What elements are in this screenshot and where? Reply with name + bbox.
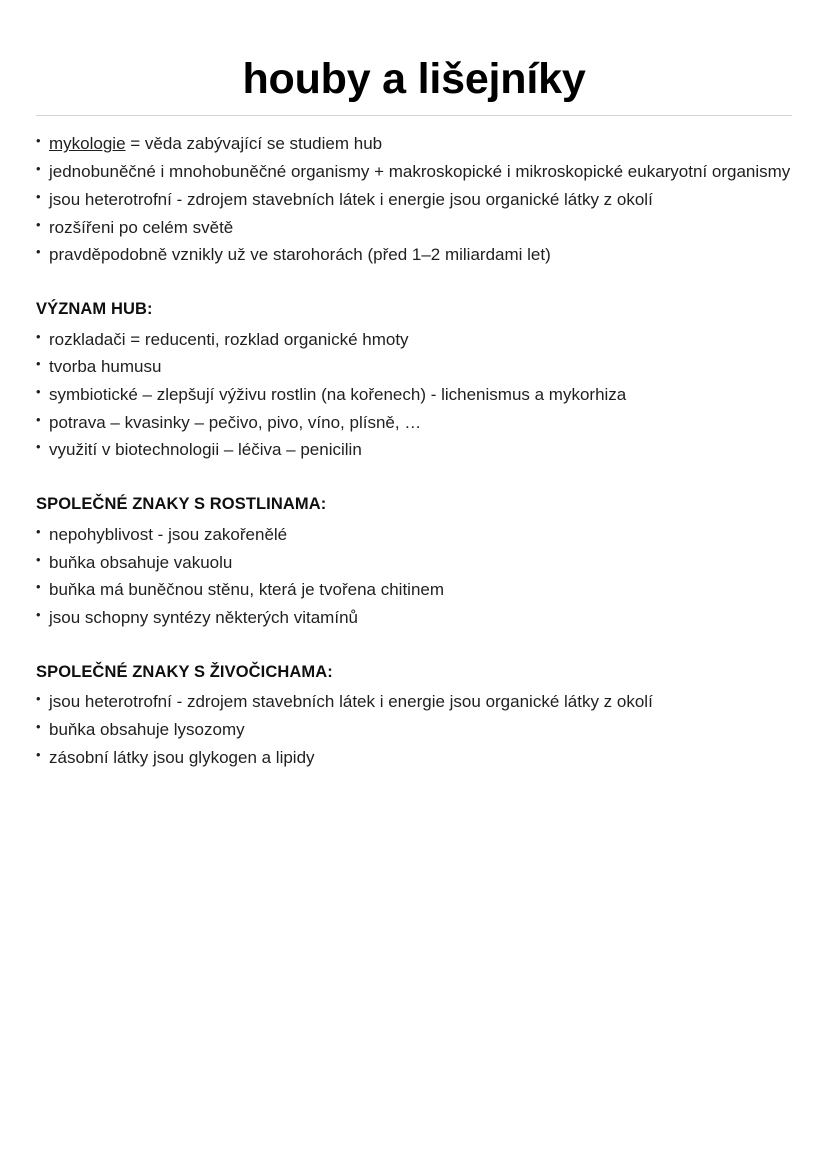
list-item: • nepohyblivost - jsou zakořenělé bbox=[36, 521, 792, 549]
list-item: • buňka obsahuje vakuolu bbox=[36, 549, 792, 577]
section-intro bbox=[36, 130, 792, 269]
list-item bbox=[36, 130, 792, 158]
list-item: • symbiotické – zlepšují výživu rostlin (na kořenech) - lichenismus a mykorhiza bbox=[36, 381, 792, 409]
list-item: • jsou schopny syntézy některých vitamínů bbox=[36, 604, 792, 632]
document-body bbox=[0, 116, 828, 771]
section-znaky-rostliny bbox=[36, 491, 792, 632]
list-item: • jsou heterotrofní - zdrojem stavebních látek i energie jsou organické látky z okolí bbox=[36, 688, 792, 716]
list-item: • zásobní látky jsou glykogen a lipidy bbox=[36, 744, 792, 772]
bullet-list-vyznam-hub bbox=[36, 326, 792, 465]
list-item-text: = věda zabývající se studiem hub bbox=[125, 134, 383, 154]
list-item: • rozšířeni po celém světě bbox=[36, 214, 792, 242]
list-item: • využití v biotechnologii – léčiva – penicilin bbox=[36, 436, 792, 464]
bullet-list-znaky-zivocichove bbox=[36, 688, 792, 771]
section-vyznam-hub bbox=[36, 296, 792, 464]
list-item: • jednobuněčné i mnohobuněčné organismy + makroskopické i mikroskopické eukaryotní organismy bbox=[36, 158, 792, 186]
bullet-list-intro bbox=[36, 130, 792, 269]
list-item: • tvorba humusu bbox=[36, 353, 792, 381]
list-item: • rozkladači = reducenti, rozklad organické hmoty bbox=[36, 326, 792, 354]
page-title: houby a lišejníky bbox=[242, 55, 586, 103]
section-heading-znaky-rostliny: SPOLEČNÉ ZNAKY S ROSTLINAMA: bbox=[36, 495, 327, 514]
list-item: • jsou heterotrofní - zdrojem stavebních látek i energie jsou organické látky z okolí bbox=[36, 186, 792, 214]
list-item: • buňka obsahuje lysozomy bbox=[36, 716, 792, 744]
section-heading-znaky-zivocichove: SPOLEČNÉ ZNAKY S ŽIVOČICHAMA: bbox=[36, 662, 333, 681]
term-mykologie: mykologie bbox=[49, 134, 126, 154]
list-item: • buňka má buněčnou stěnu, která je tvořena chitinem bbox=[36, 576, 792, 604]
section-heading-vyznam-hub: VÝZNAM HUB: bbox=[36, 299, 153, 318]
bullet-list-znaky-rostliny bbox=[36, 521, 792, 632]
list-item: • pravděpodobně vznikly už ve starohorách (před 1–2 miliardami let) bbox=[36, 241, 792, 269]
list-item: • potrava – kvasinky – pečivo, pivo, víno, plísně, … bbox=[36, 409, 792, 437]
section-znaky-zivocichove bbox=[36, 659, 792, 772]
